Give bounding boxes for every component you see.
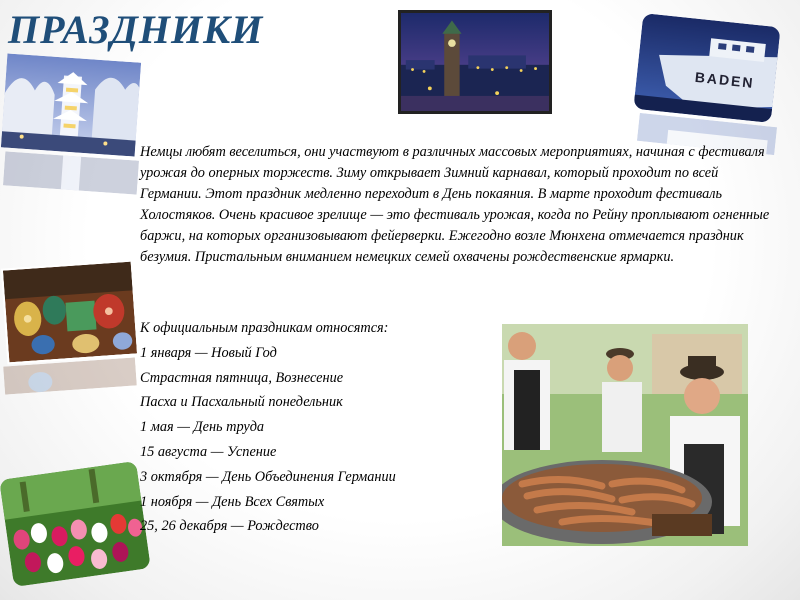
- list-intro: К официальным праздникам относятся:: [140, 320, 389, 336]
- ship-baden-photo: [633, 13, 780, 123]
- winter-tower-photo: [1, 53, 141, 156]
- harbor-night-photo: [398, 10, 552, 114]
- list-item: 1 января — Новый Год: [140, 344, 277, 361]
- list-item: 3 октября — День Объединения Германии: [140, 468, 396, 485]
- list-item: 15 августа — Успение: [140, 443, 277, 460]
- tulip-garden-photo: [0, 461, 151, 587]
- list-item: 1 ноября — День Всех Святых: [140, 493, 325, 510]
- list-item: 25, 26 декабря — Рождество: [140, 518, 319, 535]
- list-item: 1 мая — День труда: [140, 419, 265, 436]
- description-text: Немцы любят веселиться, они участвуют в различных массовых мероприятиях, начиная с фестиваля урожая до оперных торжеств. Зиму открывает Зимний карнавал, который проходит по всей Германии. Этот праздник медленно переходит в День покаяния. В марте проходит фестиваль Холостяков. Очень красивое зрелище — это фестиваль урожая, когда по Рейну проплывают огненные баржи, на которых организовывают фейерверки. Ежегодно возле Мюнхена отмечается праздник безумия. Пристальным вниманием немецких семей охвачены рождественские ярмарки.: [140, 144, 770, 265]
- slide-title: ПРАЗДНИКИ: [8, 7, 264, 52]
- list-item: Страстная пятница, Вознесение: [140, 369, 344, 386]
- oktoberfest-grill-photo: [502, 324, 748, 546]
- holidays-list: [140, 316, 500, 539]
- christmas-market-photo: [1, 260, 139, 365]
- winter-tower-reflection: [3, 151, 139, 194]
- ship-sign: BADEN: [694, 68, 756, 92]
- description-paragraph: [140, 142, 776, 268]
- list-item: Пасха и Пасхальный понедельник: [140, 394, 343, 411]
